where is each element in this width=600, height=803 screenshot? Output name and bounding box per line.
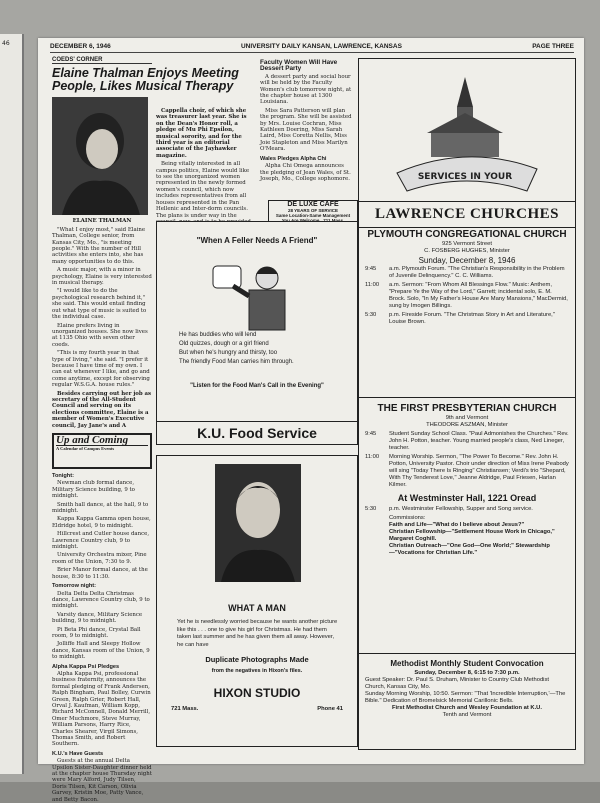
- cafe-line: Same Location-Same Management: [275, 213, 351, 218]
- coeds-para5: "This is my fourth year in that type of living," she said. "I prefer it because I have time of my own. I can eat whenever I like, and go and come anytime, except for observing regular W.S.G.A. house rules.": [52, 350, 150, 389]
- methodist-foot: First Methodist Church and Wesley Foundation at K.U.: [392, 705, 542, 711]
- methodist-speaker: Guest Speaker: Dr. Paul S. Druham, Minister to Country Club Methodist Church, Kansas City, Mo.: [365, 677, 549, 690]
- header-page: PAGE THREE: [532, 43, 574, 50]
- service-text: Morning Worship. Sermon, "The Power To Become." Rev. John H. Potton, University Pastor. Choir under direction of Miss Irene Peabody will sing "Today There Is Ringing" Christiansen; Verdi's trio "Shepard, With Thy Tenderest Love," Jeanne Aldridge, Paul Friesen, Harlan Kilmer.: [389, 454, 569, 488]
- hixon-negatives: from the negatives in Hixon's files.: [211, 668, 303, 674]
- service-time: 11:00: [365, 282, 380, 288]
- poem-line: But when he's hungry and thirsty, too: [179, 350, 278, 356]
- hixon-studio-ad: [156, 455, 358, 747]
- service-row: [365, 454, 569, 489]
- commissions-block: [389, 515, 569, 557]
- coeds-para2: A music major, with a minor in psychology, Elaine is very interested in musical therapy.: [52, 267, 152, 287]
- service-row: [365, 312, 569, 326]
- plymouth-date: Sunday, December 8, 1946: [418, 256, 516, 265]
- commission-item: Christian Fellowship—"Settlement House Work in Chicago," Margaret Coghill.: [389, 529, 555, 542]
- church-illustration: [387, 73, 547, 193]
- plymouth-minister: C. FOSBERG HUGHES, Minister: [424, 248, 510, 254]
- food-service-ad: [156, 221, 358, 445]
- pledges-label: Alpha Kappa Psi Pledges: [52, 663, 120, 670]
- plymouth-church: [365, 229, 569, 328]
- coeds-para4: Elaine prefers living in unorganized houses. She now lives at 1135 Ohio with seven other coeds.: [52, 322, 148, 348]
- cafe-years: 28 YEARS OF SERVICE: [287, 208, 339, 213]
- up-and-coming-subtitle: A Calendar of Campus Events: [56, 445, 148, 452]
- westminster-hall: At Westminster Hall, 1221 Oread: [397, 493, 537, 503]
- event-item: Smith hall dance, at the hall, 9 to midnight.: [52, 501, 149, 515]
- header-date: DECEMBER 6, 1946: [50, 43, 111, 50]
- event-item: Brier Manor formal dance, at the house, 8:30 to 11:30.: [52, 567, 148, 580]
- hixon-address: 721 Mass.: [171, 706, 199, 712]
- hixon-phone: Phone 41: [317, 706, 343, 712]
- elaine-headline: Elaine Thalman Enjoys Meeting People, Likes Musical Therapy: [52, 66, 239, 94]
- coeds-para3: "I would like to do the psychological research behind it," she said. This would entail finding out what type of music is suited to the individual case.: [52, 288, 147, 321]
- tonight-label: Tonight:: [52, 473, 74, 479]
- illustration-lettering: SERVICES IN YOUR: [417, 172, 513, 182]
- presby-minister: THEODORE ASZMAN, Minister: [426, 422, 508, 428]
- guests-label: K.U.'s Have Guests: [52, 750, 104, 757]
- event-item: Kappa Kappa Gamma open house, Eldridge hotel, 9 to midnight.: [52, 516, 151, 529]
- cafe-name: DE LUXE CAFE: [287, 201, 339, 208]
- poem-line: Old quizzes, dough or a girl friend: [179, 341, 269, 347]
- event-item: Jolliffe Hall and Sleepy Hollow dance, Kansas room of the Union, 9 to midnight.: [52, 641, 150, 661]
- hixon-duplicate: Duplicate Photographs Made: [205, 655, 309, 664]
- guests-text: Guests at the annual Delta Upsilon Sister-Daughter dinner held at the chapter house Thursday night were Mary Alford, Judy Tilsen, Doris Tilsen, Kit Carson, Olivia Garvey, Kristin Moe, Patty Vance, and Betty Bacon.: [52, 758, 152, 803]
- event-item: Varsity dance, Military Science building, 9 to midnight.: [52, 611, 143, 625]
- service-time: 5:30: [365, 506, 377, 512]
- service-text: Student Sunday School Class. "Paul Admonishes the Churches." Rev. John H. Potton, teacher. Young married people's class, Ned Lineger, teacher.: [389, 431, 569, 451]
- coeds-continued: [156, 108, 252, 220]
- photo-caption: ELAINE THALMAN: [72, 218, 132, 225]
- coeds-col2-p2: Being vitally interested in all campus politics, Elaine would like to see the unorganized women represented in the newly formed women's council, which now includes representatives from all houses represented in the Pan Hellenic and Inter-dorm councils. The plans is under way in the: [156, 161, 250, 219]
- service-time: 11:00: [365, 454, 380, 460]
- hixon-headline: WHAT A MAN: [228, 603, 286, 613]
- faculty-article: [260, 57, 354, 197]
- service-time: 9:45: [365, 266, 377, 272]
- commission-item: Faith and Life—"What do I believe about Jesus?": [389, 522, 525, 528]
- methodist-morning: Sunday Morning Worship, 10:50. Sermon: "That 'Incredible Interruption,'—The Bible." Dedication of Bromelsick Memorial Carillonic Bells.: [365, 691, 566, 704]
- churches-banner: LAWRENCE CHURCHES: [359, 201, 575, 228]
- service-text: p.m. Westminster Fellowship, Supper and Song service.: [389, 506, 533, 512]
- hixon-studio-name: HIXON STUDIO: [213, 686, 301, 700]
- adjacent-page-strip: [0, 34, 24, 774]
- coeds-col2-p1: Cappella choir, of which she was treasurer last year. She is on the Dean's Honor roll, a pledge of Mu Phi Epsilon, musical sorority, and for the third year is an editorial associate of the Jayhawker magazine.: [156, 108, 247, 159]
- food-ad-title: "When A Feller Needs A Friend": [196, 236, 318, 245]
- poem-line: He has buddies who will lend: [179, 332, 257, 338]
- tomorrow-label: Tomorrow night:: [52, 583, 97, 590]
- event-item: Pi Beta Phi dance, Crystal Ball room, 9 to midnight.: [52, 626, 141, 639]
- faculty-headline: Faculty Women Will Have Dessert Party: [260, 59, 338, 73]
- faculty-p3: Alpha Chi Omega announces the pledging of Jean Wales, of St. Joseph, Mo., College sophomore.: [260, 163, 351, 182]
- methodist-date: Sunday, December 8, 6:15 to 7:30 p.m.: [414, 670, 520, 676]
- service-time: 5:30: [365, 312, 377, 318]
- plymouth-addr: 925 Vermont Street: [442, 241, 492, 247]
- hixon-address-row: [171, 706, 343, 712]
- divider: [359, 397, 575, 398]
- food-ad-listen: "Listen for the Food Man's Call in the Evening": [190, 383, 324, 389]
- methodist-church: [365, 658, 569, 719]
- presby-addr: 9th and Vermont: [445, 415, 489, 421]
- service-row: [365, 431, 569, 452]
- divider: [359, 653, 575, 654]
- methodist-name: Methodist Monthly Student Convocation: [390, 659, 544, 668]
- methodist-foot2: Tenth and Vermont: [442, 712, 492, 718]
- student-illustration: [207, 256, 307, 334]
- service-text: a.m. Sermon: "From Whom All Blessings Flow." Music: Anthem, "Prepare Ye the Way of the Lord," Garrett; incidental solo, E. M. Brock. Solo, "In My Father's House Are Many Mansions," MacDermid, sung by Imogen Billings.: [389, 282, 568, 309]
- adjacent-page-number: 46: [2, 40, 10, 47]
- event-item: University Orchestra mixer, Pine room of the Union, 7:30 to 9.: [52, 552, 147, 565]
- presbyterian-church: [365, 403, 569, 557]
- food-ad-brand: K.U. Food Service: [157, 421, 357, 444]
- lawrence-churches-ad: [358, 58, 576, 750]
- commission-item: Christian Outreach—"One God—One World;" Stewardship—"Vocations for Christian Life.": [389, 543, 550, 556]
- presby-name: THE FIRST PRESBYTERIAN CHURCH: [377, 403, 557, 414]
- service-row: [365, 282, 569, 310]
- event-item: Newman club formal dance, Military Science building, 9 to midnight.: [52, 480, 135, 500]
- faculty-p1: A dessert party and social hour will be held by the Faculty Women's club tomorrow night, at the chapter house at 1300 Louisiana.: [260, 73, 352, 106]
- newspaper-page: [38, 38, 584, 803]
- up-and-coming-title: Up and Coming: [56, 434, 129, 446]
- wales-subhead: Wales Pledges Alpha Chi: [260, 155, 327, 162]
- commissions-label: Commissions:: [389, 515, 426, 521]
- hixon-text: Yet he is needlessly worried because he wants another picture like this . . . one to give his girl for Christmas. He had them taken last summer and he has given them all away. However, he can have: [177, 619, 338, 648]
- poem-line: The friendly Food Man carries him through.: [179, 359, 294, 365]
- event-item: Hillcrest and Cutler house dance, Lawrence Country club, 9 to midnight.: [52, 531, 150, 551]
- coeds-corner-tab: COEDS' CORNER: [52, 57, 152, 64]
- faculty-p2: Miss Sara Patterson will plan the program. She will be assisted by Mrs. Louise Cochran, Miss Kathleen Doering, Miss Sarah Laird, Miss Coretta Nellis, Miss Joie Stapleton and Miss Marilyn O'Meara.: [260, 107, 352, 153]
- service-row: [365, 266, 569, 280]
- service-time: 9:45: [365, 431, 377, 437]
- coeds-para1: "What I enjoy most," said Elaine Thalman, College senior, from Kansas City, Mo., "is meeting people." With the number of Hill activities she enters into, she has many opportunities to do this.: [52, 226, 146, 265]
- food-ad-poem: [179, 331, 357, 367]
- up-and-coming-box: [52, 433, 152, 469]
- coeds-para6: Besides carrying out her job as secretary of the All-Student Council and serving on its elections committee, Elaine is a member of Women's Executive council, Jay Jane's and A: [52, 390, 152, 429]
- service-text: a.m. Plymouth Forum. "The Christian's Responsibility in the Problem of Juvenile Delinquency." C. C. Williams.: [389, 266, 565, 279]
- pledges-text: Alpha Kappa Psi, professional business fraternity, announces the formal pledging of Frank Andersen, Ralph Bingham, Paul Bolley, Curwin Green, Ralph Grier, Robert Hall, Orval J. Kaufman, William Kopp, Richard McConnell, Donald Merrill, Omer Muchmore, Steve Murray, William Parsons, Harry Rice, Charles Shearer, Virgil Simons, Thomas Smith, and Robert Southern.: [52, 670, 151, 748]
- plymouth-name: PLYMOUTH CONGREGATIONAL CHURCH: [367, 229, 567, 240]
- service-row: [365, 506, 569, 513]
- elaine-photo: [52, 97, 148, 215]
- service-text: p.m. Fireside Forum. "The Christmas Story in Art and Literature," Louise Brown.: [389, 312, 555, 325]
- man-portrait: [215, 464, 301, 582]
- event-item: Delta Delta Delta Christmas dance, Lawrence Country club, 9 to midnight.: [52, 590, 150, 610]
- page-header: [50, 43, 574, 53]
- header-paper: UNIVERSITY DAILY KANSAN, LAWRENCE, KANSAS: [240, 43, 402, 50]
